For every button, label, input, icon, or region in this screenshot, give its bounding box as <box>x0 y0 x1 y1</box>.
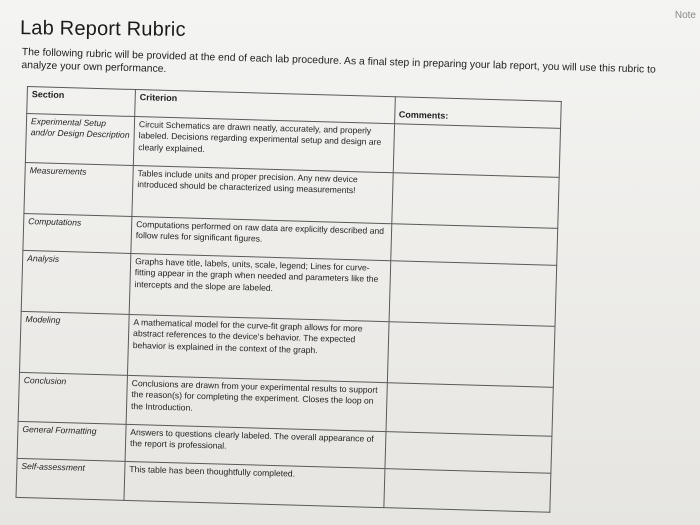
criterion-cell: Computations performed on raw data are explicitly described and follow rules for significant figures. <box>131 216 391 260</box>
comments-cell[interactable] <box>389 260 557 326</box>
section-cell: Self-assessment <box>16 458 125 500</box>
corner-note-tag: Note <box>674 10 696 21</box>
header-section: Section <box>27 87 136 117</box>
criterion-cell: This table has been thoughtfully completed. <box>124 461 385 507</box>
comments-cell[interactable] <box>390 223 557 265</box>
criterion-cell: Conclusions are drawn from your experimental results to support the reason(s) for completing the experiment. Closes the loop on the Introduction. <box>126 375 387 431</box>
section-cell: Modeling <box>20 311 130 375</box>
comments-cell[interactable] <box>383 468 551 512</box>
section-cell: Measurements <box>24 162 133 216</box>
section-cell: Computations <box>23 213 132 253</box>
rubric-table <box>16 86 562 512</box>
criterion-cell: Tables include units and proper precision. Any new device introduced should be characterized using measurements! <box>132 165 393 223</box>
criterion-cell: A mathematical model for the curve-fit graph allows for more abstract references to the device's behavior. The expected behavior is explained in the context of the graph. <box>127 314 388 382</box>
criterion-cell: Answers to questions clearly labeled. The overall appearance of the report is professional. <box>125 424 385 468</box>
comments-cell[interactable] <box>393 123 561 177</box>
header-comments: Comments: <box>394 97 561 128</box>
section-cell: Conclusion <box>18 372 127 424</box>
comments-cell[interactable] <box>386 382 554 436</box>
comments-cell[interactable] <box>387 321 555 387</box>
criterion-cell: Graphs have title, labels, units, scale, legend; Lines for curve-fitting appear in the graph when needed and parameters like the intercepts and the slope are labeled. <box>129 253 390 321</box>
comments-cell[interactable] <box>391 172 559 228</box>
section-cell: Experimental Setup and/or Design Description <box>25 113 134 165</box>
comments-cell[interactable] <box>384 431 551 473</box>
page-title: Lab Report Rubric <box>19 17 186 41</box>
criterion-cell: Circuit Schematics are drawn neatly, accurately, and properly labeled. Decisions regarding experimental setup and design are clearly explained. <box>133 116 394 172</box>
section-cell: Analysis <box>21 250 131 314</box>
intro-paragraph: The following rubric will be provided at the end of each lab procedure. As a final step in preparing your lab report, you will use this rubric to analyze your own performance. <box>21 46 656 76</box>
section-cell: General Formatting <box>17 421 126 461</box>
header-criterion: Criterion <box>135 90 395 124</box>
